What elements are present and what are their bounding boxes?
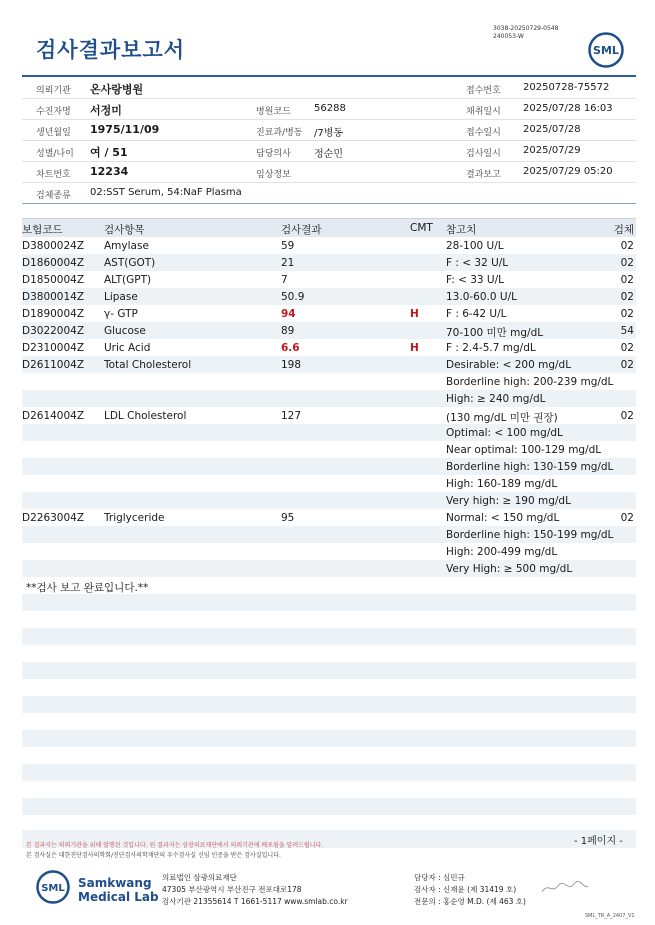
test-result: 95 (281, 512, 295, 524)
reference-range: 70-100 미만 mg/dL (446, 327, 544, 339)
reference-range: High: 200-499 mg/dL (446, 546, 558, 558)
info-top-divider (22, 75, 636, 77)
info-row (22, 162, 636, 183)
address-line: 47305 부산광역시 부산진구 전포대로178 (162, 885, 302, 894)
test-code: D3022004Z (22, 325, 85, 337)
empty-row (22, 798, 636, 815)
clinical-label: 임상정보 (256, 170, 291, 180)
empty-row (22, 594, 636, 611)
table-row (22, 288, 636, 305)
result-flag: H (410, 308, 419, 320)
test-code: D1860004Z (22, 257, 85, 269)
receipt-date-label: 접수일시 (466, 128, 501, 138)
test-item: Total Cholesterol (104, 359, 192, 371)
specimen-code: 02 (620, 410, 634, 422)
reference-range: Near optimal: 100-129 mg/dL (446, 444, 602, 456)
specimen-code: 02 (620, 512, 634, 524)
brand-line: Medical Lab (78, 890, 159, 904)
info-row (22, 120, 636, 141)
table-row (22, 560, 636, 577)
table-row (22, 339, 636, 356)
specimen-type-value: 02:SST Serum, 54:NaF Plasma (90, 187, 242, 198)
specimen-code: 02 (620, 291, 634, 303)
doctor-value: 정순민 (314, 149, 343, 160)
test-item: AST(GOT) (104, 257, 156, 269)
staff-line: 담당자 : 심민규 (414, 873, 465, 882)
test-code: D2614004Z (22, 410, 85, 422)
table-row (22, 356, 636, 373)
reference-range: F: < 33 U/L (446, 274, 505, 286)
test-result: 198 (281, 359, 302, 371)
empty-row (22, 730, 636, 747)
footnote: 본 결과지는 의뢰기관을 위해 발행된 것입니다. 원 결과지는 삼광의료재단에서 의뢰기관에 배포됨을 알려드립니다. (26, 842, 324, 849)
col-item-header: 검사항목 (104, 224, 145, 236)
test-result: 89 (281, 325, 295, 337)
table-row (22, 509, 636, 526)
address-line: 검사기관 21355614 T 1661-5117 www.smlab.co.kr (162, 897, 348, 906)
hospital-code-value: 56288 (314, 103, 346, 114)
sex-age-label: 성별/나이 (36, 149, 74, 159)
specimen-code: 02 (620, 240, 634, 252)
test-code: D3800024Z (22, 240, 85, 252)
results-table (22, 218, 636, 832)
test-code: D2611004Z (22, 359, 85, 371)
reference-range: F : 2.4-5.7 mg/dL (446, 342, 536, 354)
empty-rows (22, 594, 636, 832)
test-item: Uric Acid (104, 342, 151, 354)
empty-row (22, 747, 636, 764)
completion-text: **검사 보고 완료입니다.** (26, 582, 149, 594)
col-cmt-header: CMT (410, 222, 433, 234)
col-result-header: 검사결과 (281, 224, 322, 236)
hospital-code-label: 병원코드 (256, 107, 291, 117)
test-item: Glucose (104, 325, 146, 337)
test-date-value: 2025/07/29 (523, 145, 581, 156)
table-row (22, 322, 636, 339)
empty-row (22, 781, 636, 798)
empty-row (22, 611, 636, 628)
patient-value: 서정미 (90, 104, 122, 117)
dept-label: 진료과/병동 (256, 128, 303, 138)
results-header (22, 218, 636, 237)
reference-range: F : 6-42 U/L (446, 308, 507, 320)
test-code: D1890004Z (22, 308, 85, 320)
info-row (22, 99, 636, 120)
dept-value: /7병동 (314, 128, 344, 139)
report-value: 2025/07/29 05:20 (523, 166, 613, 177)
test-result: 94 (281, 308, 296, 320)
hospital-value: 온사랑병원 (90, 83, 144, 96)
test-code: D3800014Z (22, 291, 85, 303)
test-result: 21 (281, 257, 295, 269)
test-result: 7 (281, 274, 288, 286)
footer-address (162, 872, 348, 908)
document-id-line: 3038-20250729-0548 (493, 25, 559, 32)
receipt-no-value: 20250728-75572 (523, 82, 610, 93)
test-result: 6.6 (281, 342, 300, 354)
reference-range: High: 160-189 mg/dL (446, 478, 558, 490)
reference-range: 13.0-60.0 U/L (446, 291, 517, 303)
doctor-label: 담당의사 (256, 149, 291, 159)
test-item: Amylase (104, 240, 149, 252)
patient-label: 수진자명 (36, 107, 71, 117)
sml-logo-icon (588, 32, 624, 68)
info-bottom-divider (22, 203, 636, 204)
reference-range: Borderline high: 150-199 mg/dL (446, 529, 614, 541)
table-row (22, 390, 636, 407)
svg-text:SML: SML (593, 44, 619, 57)
sml-footer-logo-icon (36, 870, 70, 904)
test-item: Lipase (104, 291, 138, 303)
form-code: SML_TR_A_2407_V1 (585, 913, 635, 919)
completion-row (22, 577, 636, 594)
footnote: 본 검사실은 대한진단검사의학회/진단검사의학재단의 우수검사실 신임 인증을 받은 검사실입니다. (26, 852, 281, 859)
test-code: D2310004Z (22, 342, 85, 354)
col-code-header: 보험코드 (22, 224, 63, 236)
empty-row (22, 696, 636, 713)
test-code: D1850004Z (22, 274, 85, 286)
specimen-code: 02 (620, 359, 634, 371)
specimen-code: 02 (620, 342, 634, 354)
report-label: 결과보고 (466, 170, 501, 180)
results-body (22, 237, 636, 577)
test-item: LDL Cholesterol (104, 410, 187, 422)
reference-range: F : < 32 U/L (446, 257, 509, 269)
empty-row (22, 662, 636, 679)
table-row (22, 305, 636, 322)
table-row (22, 458, 636, 475)
dob-label: 생년월일 (36, 128, 71, 138)
specimen-code: 54 (620, 325, 634, 337)
col-specimen-header: 검체 (613, 224, 634, 236)
specimen-code: 02 (620, 257, 634, 269)
reference-range: 28-100 U/L (446, 240, 504, 252)
chart-no-value: 12234 (90, 165, 129, 178)
test-item: Triglyceride (104, 512, 165, 524)
collect-label: 채취일시 (466, 107, 501, 117)
hospital-label: 의뢰기관 (36, 86, 71, 96)
reference-range: (130 mg/dL 미만 권장) (446, 412, 558, 424)
table-row (22, 373, 636, 390)
signature-icon (540, 880, 590, 896)
svg-text:SML: SML (41, 883, 65, 894)
table-row (22, 237, 636, 254)
empty-row (22, 713, 636, 730)
patient-info (22, 78, 636, 204)
specimen-code: 02 (620, 308, 634, 320)
table-row (22, 424, 636, 441)
staff-line: 검사자 : 신재윤 (제 31419 호) (414, 885, 517, 894)
result-flag: H (410, 342, 419, 354)
empty-row (22, 679, 636, 696)
table-row (22, 271, 636, 288)
table-row (22, 441, 636, 458)
reference-range: Very high: ≥ 190 mg/dL (446, 495, 571, 507)
test-result: 59 (281, 240, 295, 252)
table-row (22, 543, 636, 560)
test-code: D2263004Z (22, 512, 85, 524)
test-result: 50.9 (281, 291, 305, 303)
footer-staff (414, 872, 526, 908)
footer-brand (78, 876, 159, 904)
chart-no-label: 차트번호 (36, 170, 71, 180)
info-row (22, 78, 636, 99)
table-row (22, 254, 636, 271)
info-row (22, 141, 636, 162)
test-item: ALT(GPT) (104, 274, 152, 286)
reference-range: Optimal: < 100 mg/dL (446, 427, 563, 439)
page-title: 검사결과보고서 (36, 38, 186, 62)
reference-range: Borderline high: 130-159 mg/dL (446, 461, 614, 473)
receipt-no-label: 접수번호 (466, 86, 501, 96)
document-id-line: 240053-W (493, 33, 524, 40)
sex-age-value: 여 / 51 (90, 146, 128, 159)
table-row (22, 526, 636, 543)
table-row (22, 492, 636, 509)
table-row (22, 407, 636, 424)
document-id (493, 25, 558, 41)
specimen-code: 02 (620, 274, 634, 286)
empty-row (22, 645, 636, 662)
brand-line: Samkwang (78, 876, 152, 890)
receipt-date-value: 2025/07/28 (523, 124, 581, 135)
reference-range: Very High: ≥ 500 mg/dL (446, 563, 573, 575)
empty-row (22, 764, 636, 781)
specimen-type-label: 검체종류 (36, 191, 71, 201)
info-row (22, 183, 636, 204)
reference-range: Desirable: < 200 mg/dL (446, 359, 572, 371)
collect-value: 2025/07/28 16:03 (523, 103, 613, 114)
table-row (22, 475, 636, 492)
col-reference-header: 참고치 (446, 224, 477, 236)
staff-line: 전문의 : 홍순영 M.D. (제 463 호) (414, 897, 526, 906)
test-result: 127 (281, 410, 302, 422)
reference-range: High: ≥ 240 mg/dL (446, 393, 546, 405)
reference-range: Borderline high: 200-239 mg/dL (446, 376, 614, 388)
dob-value: 1975/11/09 (90, 123, 160, 136)
test-item: γ- GTP (104, 308, 138, 320)
test-date-label: 검사일시 (466, 149, 501, 159)
address-line: 의료법인 삼광의료재단 (162, 873, 237, 882)
empty-row (22, 628, 636, 645)
page-number: - 1페이지 - (574, 836, 623, 847)
reference-range: Normal: < 150 mg/dL (446, 512, 560, 524)
